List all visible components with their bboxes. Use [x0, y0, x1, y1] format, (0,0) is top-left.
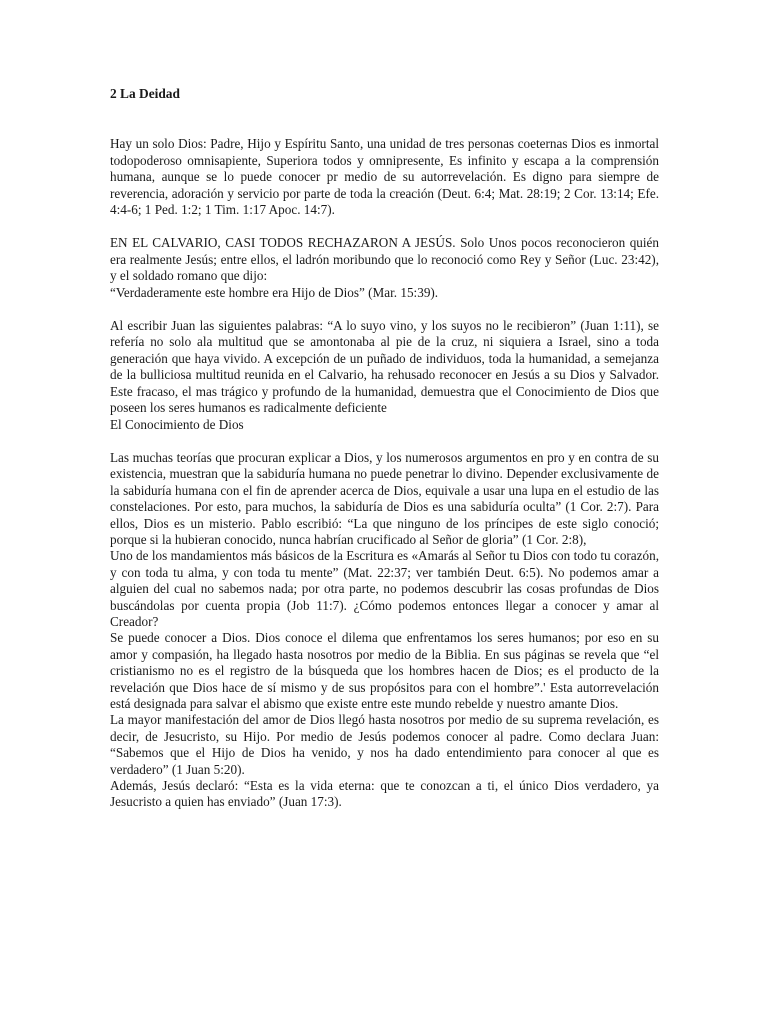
paragraph-john-quote: Al escribir Juan las siguientes palabras: “A lo suyo vino, y los suyos no le recibieron” (Juan 1:11), se refería no solo ala multitud que se amontonaba al pie de la cruz, ni siquiera a Israel, sino a toda generación que haya vivido. A excepción de un puñado de individuos, toda la humanidad, a semejanza de la bulliciosa multitud reunida en el Calvario, ha rehusado reconocer en Jesús a su Dios y Salvador. Este fracaso, el mas trágico y profundo de la humanidad, demuestra que el Conocimiento de Dios que poseen los seres humanos es radicalmente deficiente: [110, 318, 659, 416]
paragraph-centurion-quote: “Verdaderamente este hombre era Hijo de Dios” (Mar. 15:39).: [110, 284, 439, 300]
paragraph-commandment: Uno de los mandamientos más básicos de la Escritura es «Amarás al Señor tu Dios con todo tu corazón, y con toda tu alma, y con toda tu mente” (Mat. 22:37; ver también Deut. 6:5). No podemos amar a alguien del cual no sabemos nada; por otra parte, no podemos descubrir las cosas profundas de Dios buscándolas por cuenta propia (Job 11:7). ¿Cómo podemos entonces llegar a conocer y amar al Creador?: [110, 548, 659, 629]
paragraph-manifestation: La mayor manifestación del amor de Dios llegó hasta nosotros por medio de su suprema revelación, es decir, de Jesucristo, su Hijo. Por medio de Jesús podemos conocer al padre. Como declara Juan: “Sabemos que el Hijo de Dios ha venido, y nos ha dado entendimiento para conocer al que es verdadero” (1 Juan 5:20).: [110, 712, 659, 777]
paragraph-calvary: EN EL CALVARIO, CASI TODOS RECHAZARON A JESÚS. Solo Unos pocos reconocieron quién era realmente Jesús; entre ellos, el ladrón moribundo que lo reconoció como Rey y Señor (Luc. 23:42), y el soldado romano que dijo:: [110, 235, 659, 284]
paragraph-know-god: Se puede conocer a Dios. Dios conoce el dilema que enfrentamos los seres humanos; por eso en su amor y compasión, ha llegado hasta nosotros por medio de la Biblia. En sus páginas se revela que “el cristianismo no es el registro de la búsqueda que los hombres hacen de Dios; es el producto de la revelación que Dios hace de sí mismo y de sus propósitos para con el hombre”.' Esta autorrevelación está designada para salvar el abismo que existe entre este mundo rebelde y nuestro amante Dios.: [110, 630, 659, 711]
paragraph-eternal-life: Además, Jesús declaró: “Esta es la vida eterna: que te conozcan a ti, el único Dios verdadero, ya Jesucristo a quien has enviado” (Juan 17:3).: [110, 778, 659, 810]
document-title: 2 La Deidad: [110, 86, 180, 101]
paragraph-deity-definition: Hay un solo Dios: Padre, Hijo y Espíritu Santo, una unidad de tres personas coeternas Dios es inmortal todopoderoso omnisapiente, Superiora todos y omnipresente, Es infinito y escapa a la comprensión humana, aunque se lo puede conocer pr medio de su autorrevelación. Es digno para siempre de reverencia, adoración y servicio por parte de toda la creación (Deut. 6:4; Mat. 28:19; 2 Cor. 13:14; Efe. 4:4-6; 1 Ped. 1:2; 1 Tim. 1:17 Apoc. 14:7).: [110, 136, 659, 218]
paragraph-theories: Las muchas teorías que procuran explicar a Dios, y los numerosos argumentos en pro y en contra de su existencia, muestran que la sabiduría humana no puede penetrar lo divino. Depender exclusivamente de la sabiduría humana con el fin de aprender acerca de Dios, equivale a usar una lupa en el estudio de las constelaciones. Por esto, para muchos, la sabiduría de Dios es una sabiduría oculta” (1 Cor. 2:7). Para ellos, Dios es un misterio. Pablo escribió: “La que ninguno de los príncipes de este siglo conoció; porque si la hubieran conocido, nunca habrían crucificado al Señor de gloria” (1 Cor. 2:8),: [110, 449, 659, 547]
document-page: [110, 86, 659, 811]
section-heading-knowledge: El Conocimiento de Dios: [110, 416, 244, 432]
